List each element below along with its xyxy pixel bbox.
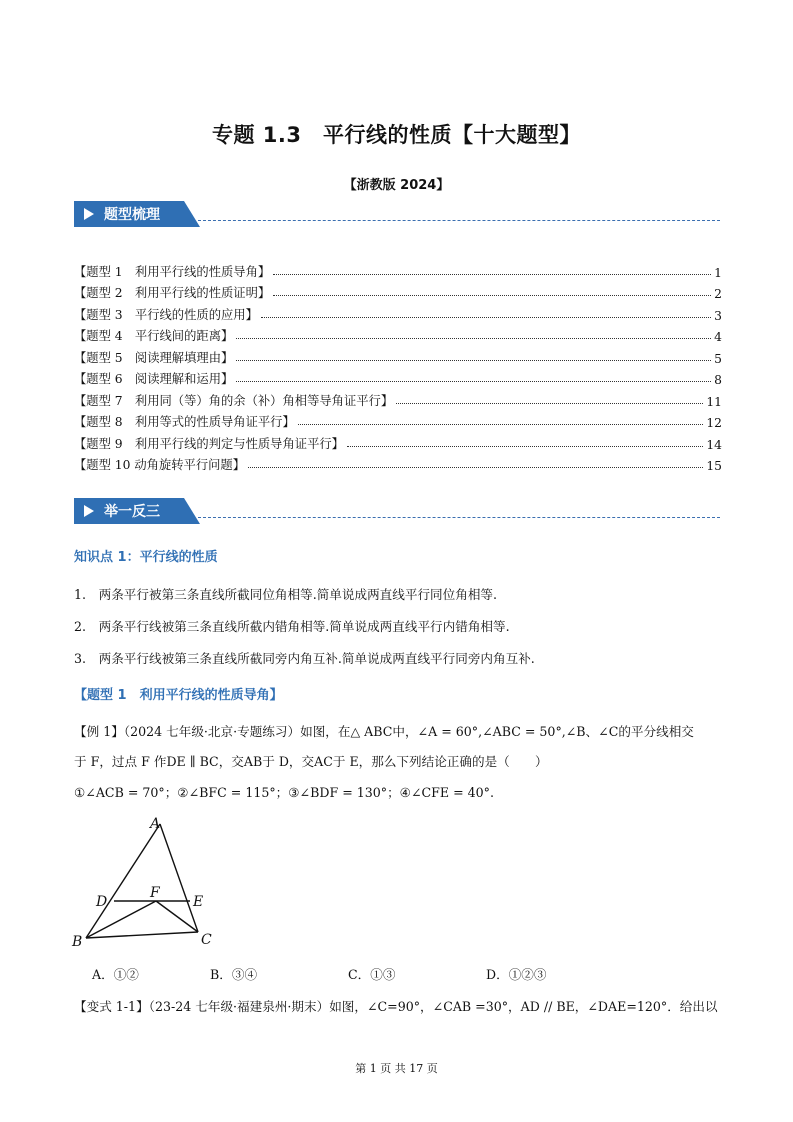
choice-c: C．①③ (348, 967, 396, 982)
edition-label: 【浙教版 2024】 (343, 178, 450, 193)
label-A: A (150, 816, 161, 832)
toc-entry-label: 【题型 4 平行线间的距离】 (74, 329, 234, 343)
knowledge-item: 3. 两条平行线被第三条直线所截同旁内角互补.简单说成两直线平行同旁内角互补. (74, 651, 535, 666)
variant-text: 【变式 1-1】（23-24 七年级·福建泉州·期末）如图，∠C=90°，∠CAB =30°，AD // BE，∠DAE=120°．给出以 (74, 999, 718, 1014)
toc-entry-label: 【题型 7 利用同（等）角的余（补）角相等导角证平行】 (74, 393, 394, 408)
toc-entry-page: 4 (714, 330, 722, 344)
label-D: D (96, 894, 108, 910)
toc-entry-label: 【题型 5 阅读理解填理由】 (74, 350, 234, 365)
toc-entry[interactable] (74, 258, 722, 280)
toc-entry-label: 【题型 2 利用平行线的性质证明】 (74, 286, 271, 300)
toc-entry-label: 【题型 6 阅读理解和运用】 (74, 372, 234, 386)
page-footer: 第 1 页 共 17 页 (355, 1062, 438, 1075)
choice-a: A．①② (92, 967, 139, 982)
toc-entry-label: 【题型 9 利用平行线的判定与性质导角证平行】 (74, 436, 344, 451)
toc-leader-dots (396, 403, 703, 404)
knowledge-item: 2. 两条平行线被第三条直线所截内错角相等.简单说成两直线平行内错角相等. (74, 619, 510, 634)
toc-entry-page: 8 (714, 373, 722, 387)
toc-leader-dots (236, 338, 711, 339)
toc-leader-dots (347, 446, 703, 447)
choice-b: B．③④ (210, 967, 258, 982)
toc-entry-label: 【题型 3 平行线的性质的应用】 (74, 307, 258, 322)
toc-entry-page: 15 (706, 459, 722, 473)
toc-leader-dots (236, 360, 711, 361)
knowledge-item: 1. 两条平行被第三条直线所截同位角相等.简单说成两直线平行同位角相等. (74, 587, 498, 602)
toc-entry[interactable] (74, 387, 722, 409)
toc-entry-label: 【题型 10 动角旋转平行问题】 (74, 458, 246, 472)
toc-entry-page: 3 (714, 308, 722, 323)
toc-entry[interactable] (74, 344, 722, 366)
toc-entry-page: 2 (714, 287, 722, 301)
toc-leader-dots (248, 467, 703, 468)
toc-entry-page: 1 (714, 265, 722, 280)
toc-leader-dots (236, 381, 711, 382)
question-type-heading: 【题型 1 利用平行线的性质导角】 (74, 688, 283, 703)
label-C: C (201, 932, 212, 948)
toc-entry[interactable] (74, 366, 722, 388)
toc-entry[interactable] (74, 301, 722, 323)
page-title: 专题 1.3 平行线的性质【十大题型】 (211, 123, 581, 147)
toc-entry-page: 5 (714, 351, 722, 366)
toc-entry-page: 14 (706, 437, 722, 452)
toc-entry-page: 11 (706, 394, 722, 409)
toc-entry[interactable] (74, 452, 722, 474)
triangle-figure (70, 812, 230, 952)
toc-leader-dots (273, 274, 711, 275)
toc-entry-label: 【题型 1 利用平行线的性质导角】 (74, 264, 271, 279)
banner-title: 举一反三 (104, 504, 160, 520)
toc-entry[interactable] (74, 409, 722, 431)
section-banner-toc (74, 201, 724, 227)
choice-d: D．①②③ (486, 967, 547, 982)
example-statements: ①∠ACB = 70°；②∠BFC = 115°；③∠BDF = 130°；④∠CFE = 40°. (74, 785, 494, 800)
example-text: 【例 1】（2024 七年级·北京·专题练习）如图，在△ ABC中，∠A = 60°,∠ABC = 50°,∠B、∠C的平分线相交 (74, 724, 694, 739)
table-of-contents (74, 258, 722, 473)
toc-entry[interactable] (74, 280, 722, 302)
example-text: 于 F，过点 F 作DE ∥ BC，交AB于 D，交AC于 E，那么下列结论正确的是（ ） (74, 754, 548, 769)
banner-title: 题型梳理 (104, 207, 160, 223)
toc-entry[interactable] (74, 430, 722, 452)
toc-entry-label: 【题型 8 利用等式的性质导角证平行】 (74, 415, 295, 429)
toc-entry-page: 12 (706, 416, 722, 430)
toc-entry[interactable] (74, 323, 722, 345)
toc-leader-dots (298, 424, 704, 425)
knowledge-point-title: 知识点 1：平行线的性质 (74, 550, 218, 565)
section-banner-practice (74, 498, 724, 524)
label-F: F (150, 885, 160, 901)
label-B: B (72, 934, 83, 950)
banner-divider (198, 517, 720, 518)
toc-leader-dots (261, 317, 711, 318)
banner-divider (198, 220, 720, 221)
label-E: E (193, 894, 204, 910)
toc-leader-dots (273, 295, 711, 296)
